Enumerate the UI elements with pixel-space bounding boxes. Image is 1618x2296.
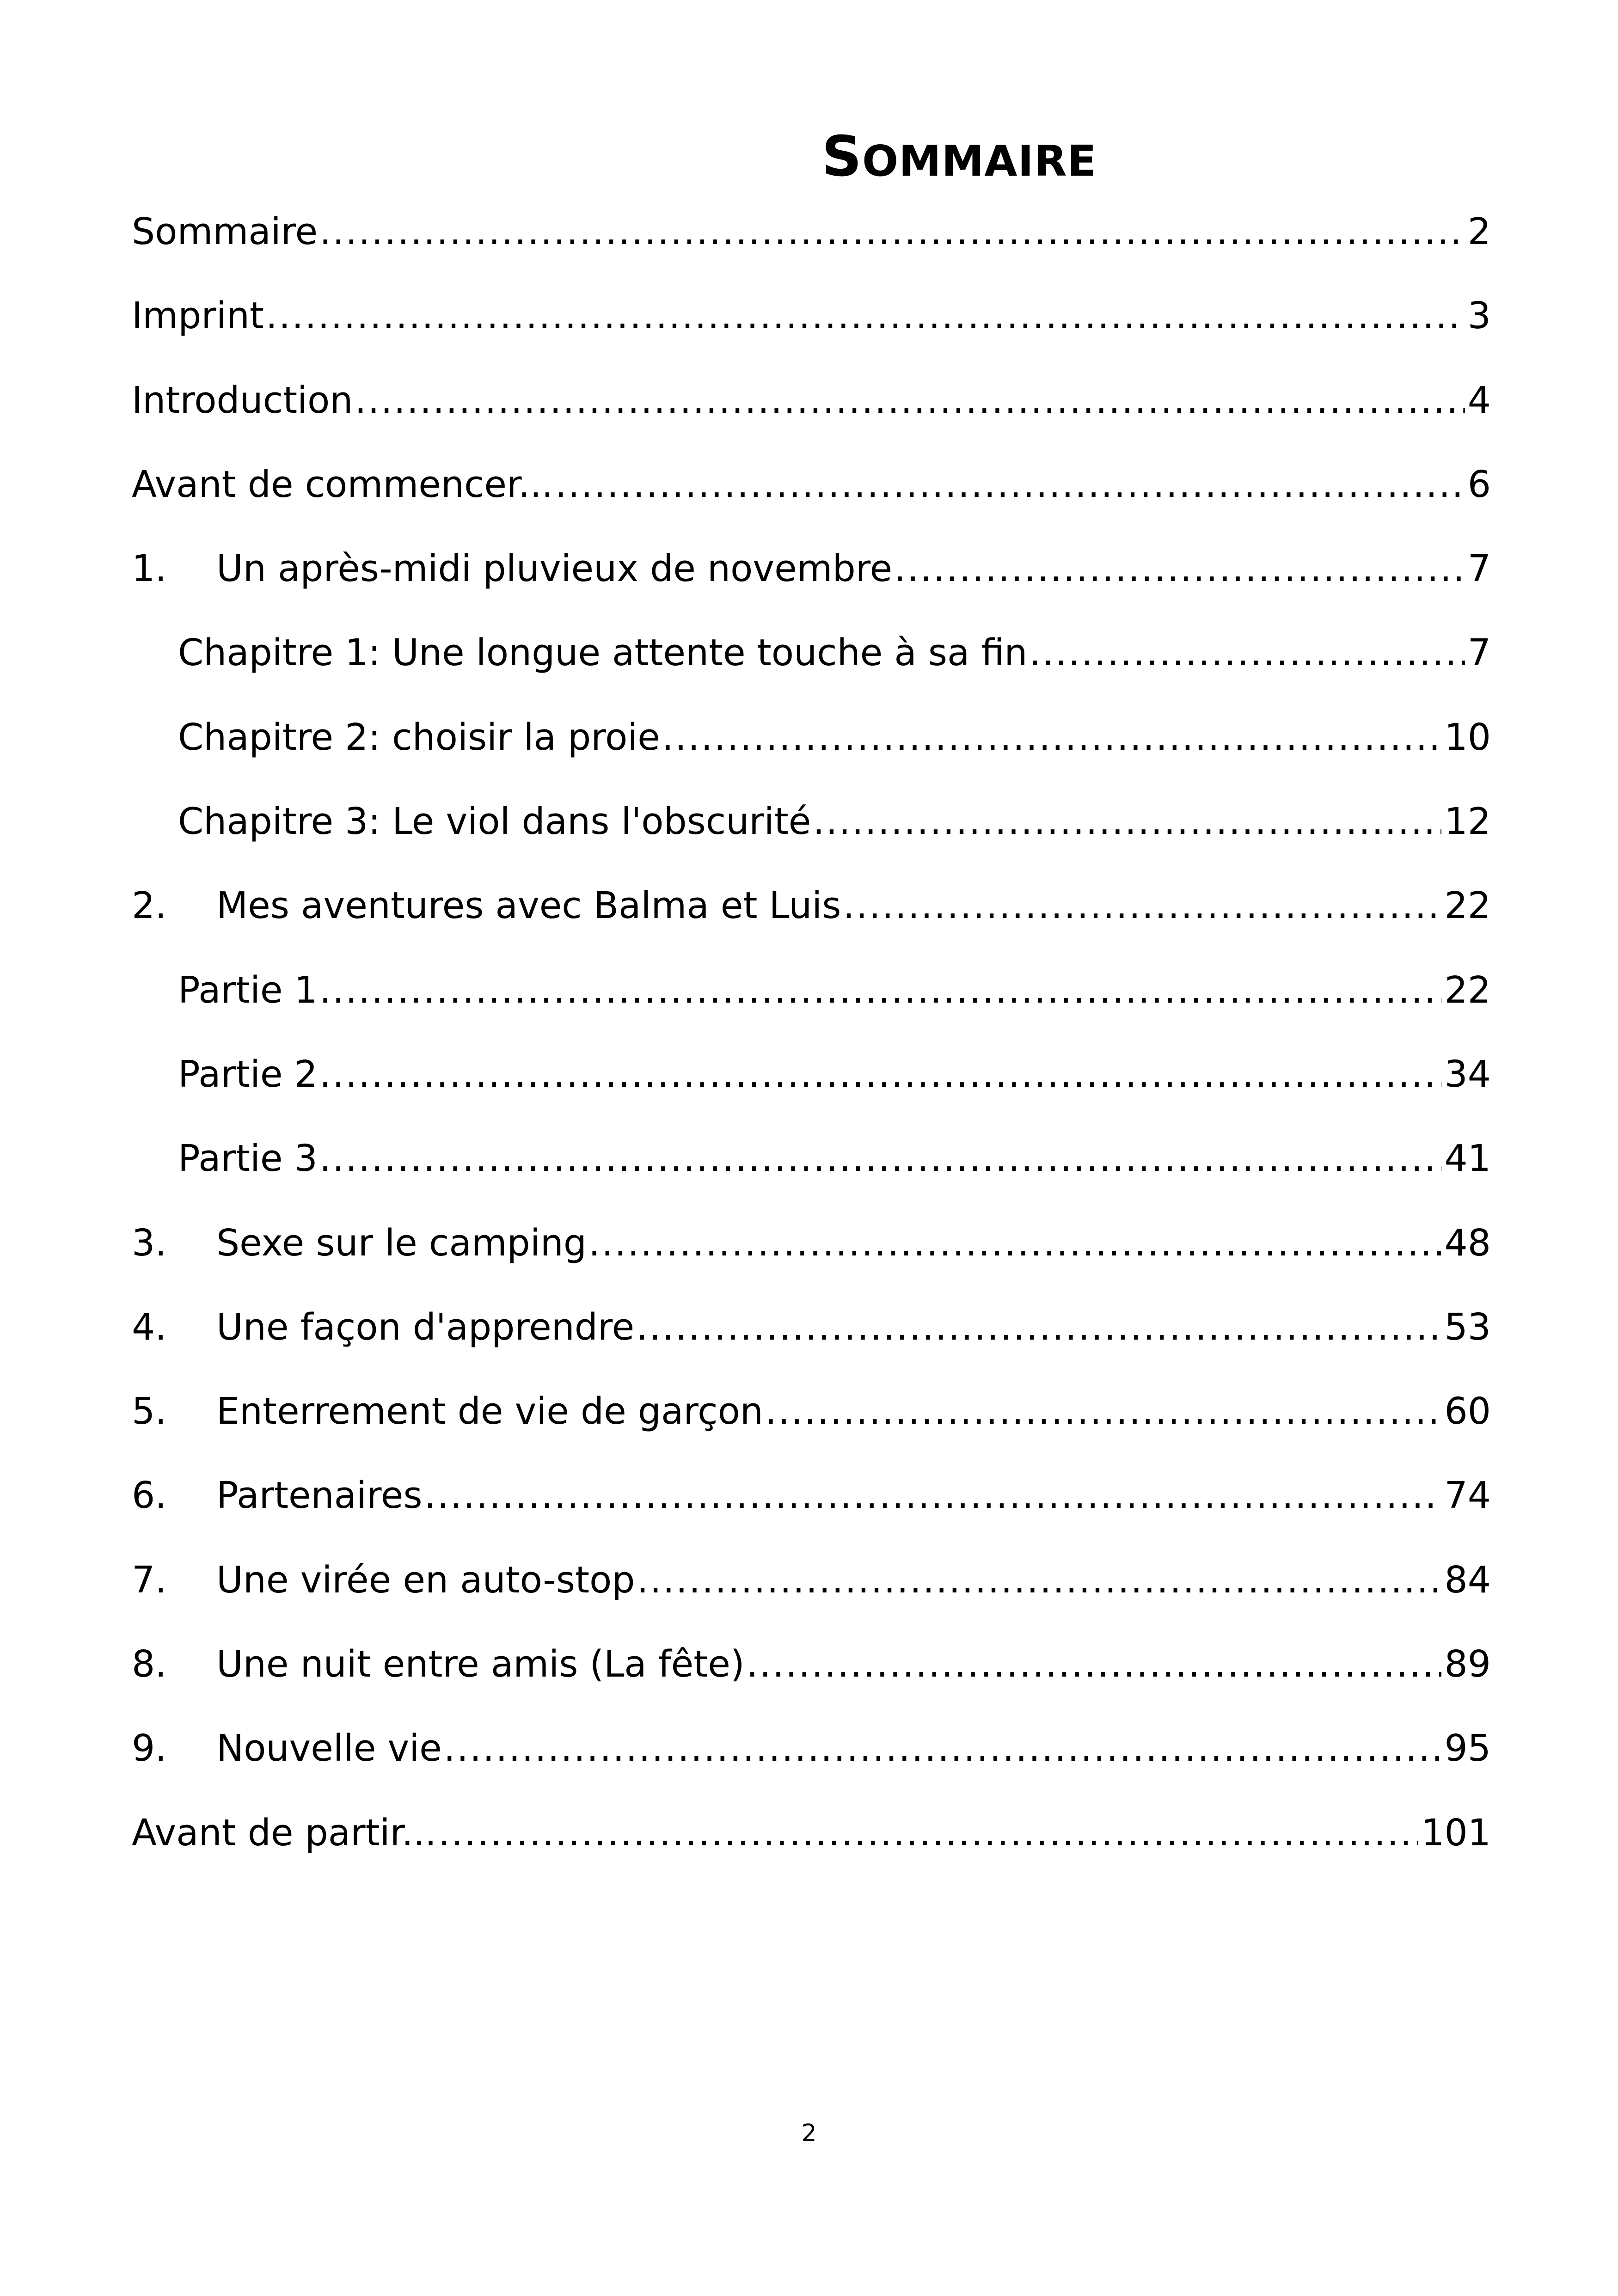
toc-entry[interactable] (132, 442, 1491, 527)
toc-entry-label: Nouvelle vie (216, 1727, 442, 1770)
toc-entry-page: 2 (1467, 210, 1491, 253)
toc-subentry[interactable] (132, 695, 1491, 779)
dot-leader (894, 527, 1465, 611)
toc-entry-page: 74 (1444, 1474, 1491, 1517)
toc-entry-number: 3. (132, 1221, 167, 1264)
toc-entry-label: Avant de commencer... (132, 463, 553, 506)
toc-entry[interactable] (132, 1622, 1491, 1706)
dot-leader (1029, 611, 1465, 695)
toc-entry-label: Introduction (132, 379, 353, 422)
dot-leader (319, 948, 1442, 1032)
toc-entry-page: 22 (1444, 968, 1491, 1011)
toc-entry[interactable] (132, 190, 1491, 274)
dot-leader (765, 1369, 1441, 1453)
toc-entry-page: 101 (1421, 1811, 1491, 1854)
dot-leader (813, 779, 1441, 863)
toc-entry-label: Une façon d'apprendre (216, 1305, 635, 1348)
dot-leader (438, 1791, 1418, 1875)
toc-entry-label: Chapitre 3: Le viol dans l'obscurité (178, 800, 811, 843)
dot-leader (444, 1706, 1442, 1790)
toc-entry-page: 41 (1444, 1137, 1491, 1180)
toc-entry-label: Partie 2 (178, 1053, 318, 1096)
toc-entry-number: 9. (132, 1727, 167, 1770)
toc-entry-label: Une virée en auto-stop (216, 1558, 635, 1601)
toc-entry-page: 84 (1444, 1558, 1491, 1601)
toc-entry-page: 10 (1444, 716, 1491, 759)
dot-leader (555, 442, 1465, 527)
dot-leader (637, 1538, 1442, 1622)
toc-entry-label: Mes aventures avec Balma et Luis (216, 884, 841, 927)
toc-entry-page: 48 (1444, 1221, 1491, 1264)
table-of-contents (132, 190, 1491, 1875)
toc-entry-number: 7. (132, 1558, 167, 1601)
toc-entry[interactable] (132, 274, 1491, 358)
toc-entry-number: 5. (132, 1390, 167, 1433)
page-title (300, 122, 1618, 196)
toc-entry[interactable] (132, 1706, 1491, 1790)
dot-leader (319, 190, 1465, 274)
title-rest: OMMAIRE (862, 136, 1097, 186)
dot-leader (319, 1032, 1442, 1116)
toc-entry-page: 7 (1467, 547, 1491, 590)
toc-entry[interactable] (132, 863, 1491, 948)
dot-leader (636, 1285, 1441, 1369)
toc-entry[interactable] (132, 1453, 1491, 1537)
dot-leader (843, 863, 1441, 948)
toc-entry-label: Un après-midi pluvieux de novembre (216, 547, 893, 590)
toc-subentry[interactable] (132, 779, 1491, 863)
toc-entry-label: Partenaires (216, 1474, 423, 1517)
toc-entry-page: 60 (1444, 1390, 1491, 1433)
title-first-letter: S (821, 124, 862, 189)
toc-entry-page: 95 (1444, 1727, 1491, 1770)
toc-entry-page: 53 (1444, 1305, 1491, 1348)
toc-entry-number: 1. (132, 547, 167, 590)
toc-entry[interactable] (132, 527, 1491, 611)
toc-entry-label: Sommaire (132, 210, 318, 253)
toc-entry-label: Enterrement de vie de garçon (216, 1390, 763, 1433)
dot-leader (355, 358, 1465, 442)
toc-subentry[interactable] (132, 1116, 1491, 1200)
toc-entry-label: Chapitre 2: choisir la proie (178, 716, 660, 759)
toc-entry[interactable] (132, 1538, 1491, 1622)
toc-entry-label: Avant de partir... (132, 1811, 437, 1854)
toc-entry-page: 22 (1444, 884, 1491, 927)
toc-entry-page: 89 (1444, 1643, 1491, 1686)
toc-entry[interactable] (132, 358, 1491, 442)
dot-leader (424, 1453, 1442, 1537)
toc-entry[interactable] (132, 1285, 1491, 1369)
toc-entry-label: Partie 3 (178, 1137, 318, 1180)
toc-entry-label: Sexe sur le camping (216, 1221, 587, 1264)
dot-leader (588, 1201, 1441, 1285)
dot-leader (662, 695, 1442, 779)
toc-entry-page: 3 (1467, 294, 1491, 337)
toc-entry-number: 6. (132, 1474, 167, 1517)
toc-entry[interactable] (132, 1369, 1491, 1453)
toc-subentry[interactable] (132, 948, 1491, 1032)
toc-entry-page: 34 (1444, 1053, 1491, 1096)
toc-entry-label: Une nuit entre amis (La fête) (216, 1643, 745, 1686)
dot-leader (319, 1116, 1442, 1200)
dot-leader (747, 1622, 1442, 1706)
toc-entry-label: Chapitre 1: Une longue attente touche à sa fin (178, 631, 1028, 674)
toc-entry-label: Imprint (132, 294, 264, 337)
toc-entry-number: 4. (132, 1305, 167, 1348)
toc-entry[interactable] (132, 1201, 1491, 1285)
toc-subentry[interactable] (132, 611, 1491, 695)
toc-subentry[interactable] (132, 1032, 1491, 1116)
dot-leader (266, 274, 1465, 358)
toc-entry-number: 8. (132, 1643, 167, 1686)
toc-entry-page: 6 (1467, 463, 1491, 506)
toc-entry-number: 2. (132, 884, 167, 927)
toc-entry-page: 7 (1467, 631, 1491, 674)
toc-entry[interactable] (132, 1791, 1491, 1875)
toc-entry-page: 4 (1467, 379, 1491, 422)
page-number: 2 (801, 2119, 817, 2147)
toc-entry-label: Partie 1 (178, 968, 318, 1011)
toc-entry-page: 12 (1444, 800, 1491, 843)
